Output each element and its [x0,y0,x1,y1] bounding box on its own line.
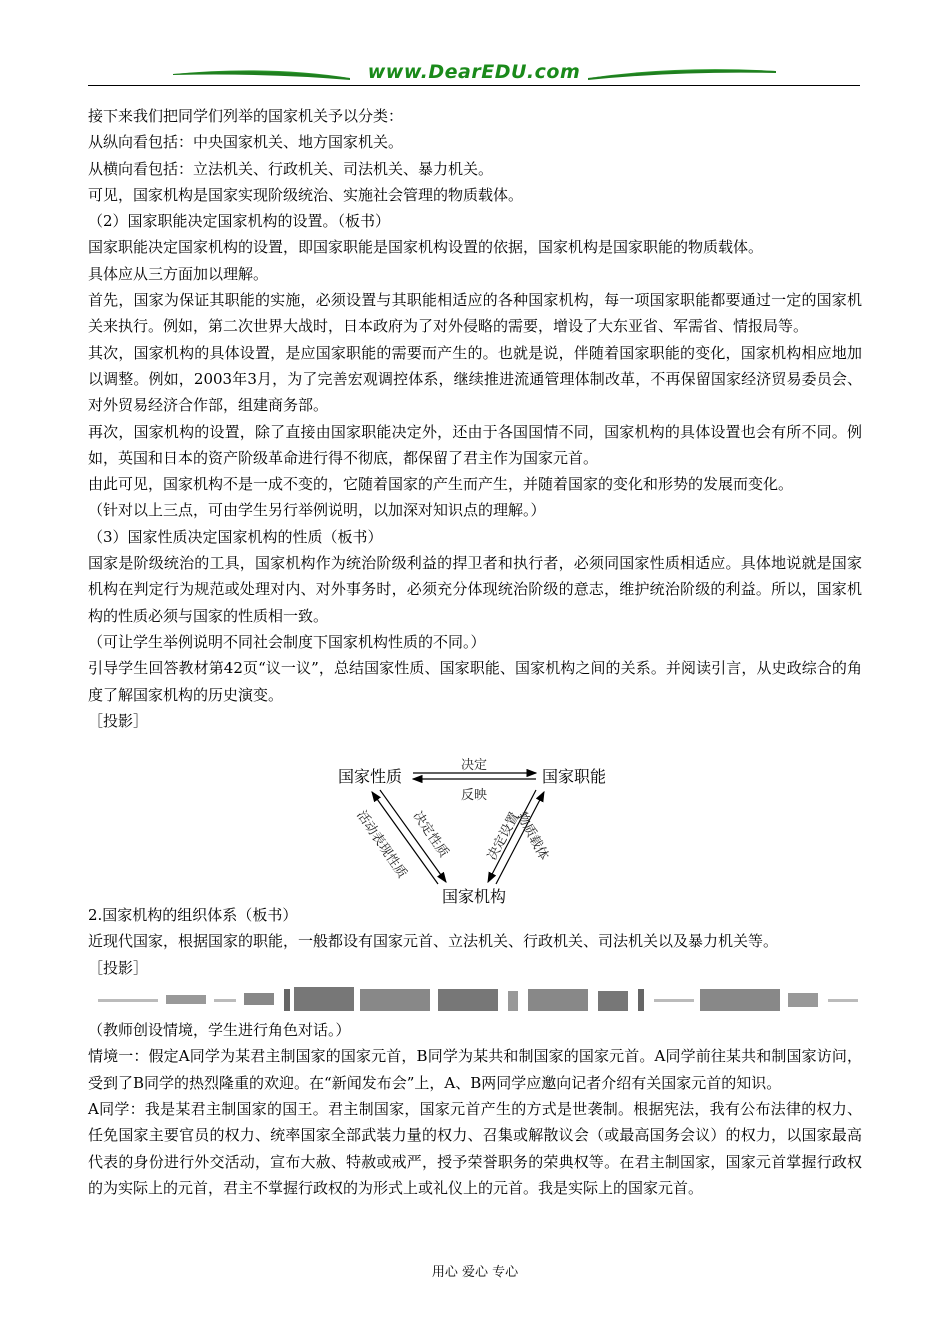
page-footer: 用心 爱心 专心 [431,1265,519,1280]
paragraph: 国家职能决定国家机构的设置，即国家职能是国家机构设置的依据，国家机构是国家职能的物质载体。 [88,238,764,257]
paragraph: 2.国家机构的组织体系（板书） [88,906,298,925]
document-body [88,103,862,1201]
paragraph: A同学：我是某君主制国家的国王。君主制国家，国家元首产生的方式是世袭制。根据宪法，我有公布法律的权力、任免国家主要官员的权力、统率国家全部武装力量的权力、召集或解散议会（或最高国务会议）的权力，以国家最高代表的身份进行外交活动，宣布大赦、特赦或戒严，授予荣誉职务的荣典权等。在君主制国家，国家元首掌握行政权的为实际上的元首，君主不掌握行政权的为形式上或礼仪上的元首。我是实际上的国家元首。 [88,1099,862,1197]
paragraph: 情境一：假定A同学为某君主制国家的国家元首，B同学为某共和制国家的国家元首。A同学前往某共和制国家访问，受到了B同学的热烈隆重的欢迎。在“新闻发布会”上，A、B两同学应邀向记者介绍有关国家元首的知识。 [88,1047,862,1092]
paragraph: 由此可见，国家机构不是一成不变的，它随着国家的产生而产生，并随着国家的变化和形势的发展而变化。 [88,475,794,494]
paragraph: 国家是阶级统治的工具，国家机构作为统治阶级利益的捍卫者和执行者，必须同国家性质相适应。具体地说就是国家机构在判定行为规范或处理对内、对外事务时，必须充分体现统治阶级的意志，维护统治阶级的利益。所以，国家机构的性质必须与国家的性质相一致。 [88,554,862,625]
paragraph: （教师创设情境，学生进行角色对话。） [88,1021,351,1040]
paragraph: 引导学生回答教材第42页“议一议”，总结国家性质、国家职能、国家机构之间的关系。并阅读引言，从史政综合的角度了解国家机构的历史演变。 [88,659,862,704]
paragraph: 首先，国家为保证其职能的实施，必须设置与其职能相适应的各种国家机构，每一项国家职能都要通过一定的国家机关来执行。例如，第二次世界大战时，日本政府为了对外侵略的需要，增设了大东亚省、军需省、情报局等。 [88,291,862,336]
paragraph: 再次，国家机构的设置，除了直接由国家职能决定外，还由于各国国情不同，国家机构的具体设置也会有所不同。例如，英国和日本的资产阶级革命进行得不彻底，都保留了君主作为国家元首。 [88,422,862,467]
node-state-organ: 国家机构 [442,887,507,907]
relationship-diagram [88,734,862,907]
label-material-carrier: 物质载体 [513,810,552,864]
paragraph: （针对以上三点，可由学生另行举例说明，以加深对知识点的理解。） [88,501,546,520]
paragraph: 具体应从三方面加以理解。 [88,264,269,283]
label-decide-nature: 决定性质 [409,808,452,861]
garbled-image-strip [88,983,862,1017]
page-header [88,56,860,92]
label-activity-nature: 活动表现性质 [353,808,410,882]
paragraph: 从横向看包括：立法机关、行政机关、司法机关、暴力机关。 [88,159,494,178]
broken-image-strip-icon [88,983,862,1017]
paragraph: 近现代国家，根据国家的职能，一般都设有国家元首、立法机关、行政机关、司法机关以及暴力机关等。 [88,932,779,951]
site-logo-text: www.DearEDU.com [367,61,581,83]
label-reflect: 反映 [461,788,488,804]
node-state-function: 国家职能 [542,767,607,787]
paragraph: 可见，国家机构是国家实现阶级统治、实施社会管理的物质载体。 [88,185,524,204]
paragraph: （可让学生举例说明不同社会制度下国家机构性质的不同。） [88,632,486,651]
header-rule [88,85,860,86]
label-decide-setup: 决定设置 [484,810,523,864]
paragraph: 从纵向看包括：中央国家机关、地方国家机关。 [88,133,404,152]
paragraph: （2）国家职能决定国家机构的设置。（板书） [88,212,391,231]
node-state-nature: 国家性质 [338,767,403,787]
paragraph: ［投影］ [88,711,149,730]
paragraph: 其次，国家机构的具体设置，是应国家职能的需要而产生的。也就是说，伴随着国家职能的变化，国家机构相应地加以调整。例如，2003年3月，为了完善宏观调控体系，继续推进流通管理体制改革，不再保留国家经济贸易委员会、对外贸易经济合作部，组建商务部。 [88,343,862,415]
paragraph: ［投影］ [88,958,149,977]
paragraph: 接下来我们把同学们列举的国家机关予以分类： [88,107,404,125]
label-decide: 决定 [461,758,488,774]
paragraph: （3）国家性质决定国家机构的性质（板书） [88,527,383,546]
